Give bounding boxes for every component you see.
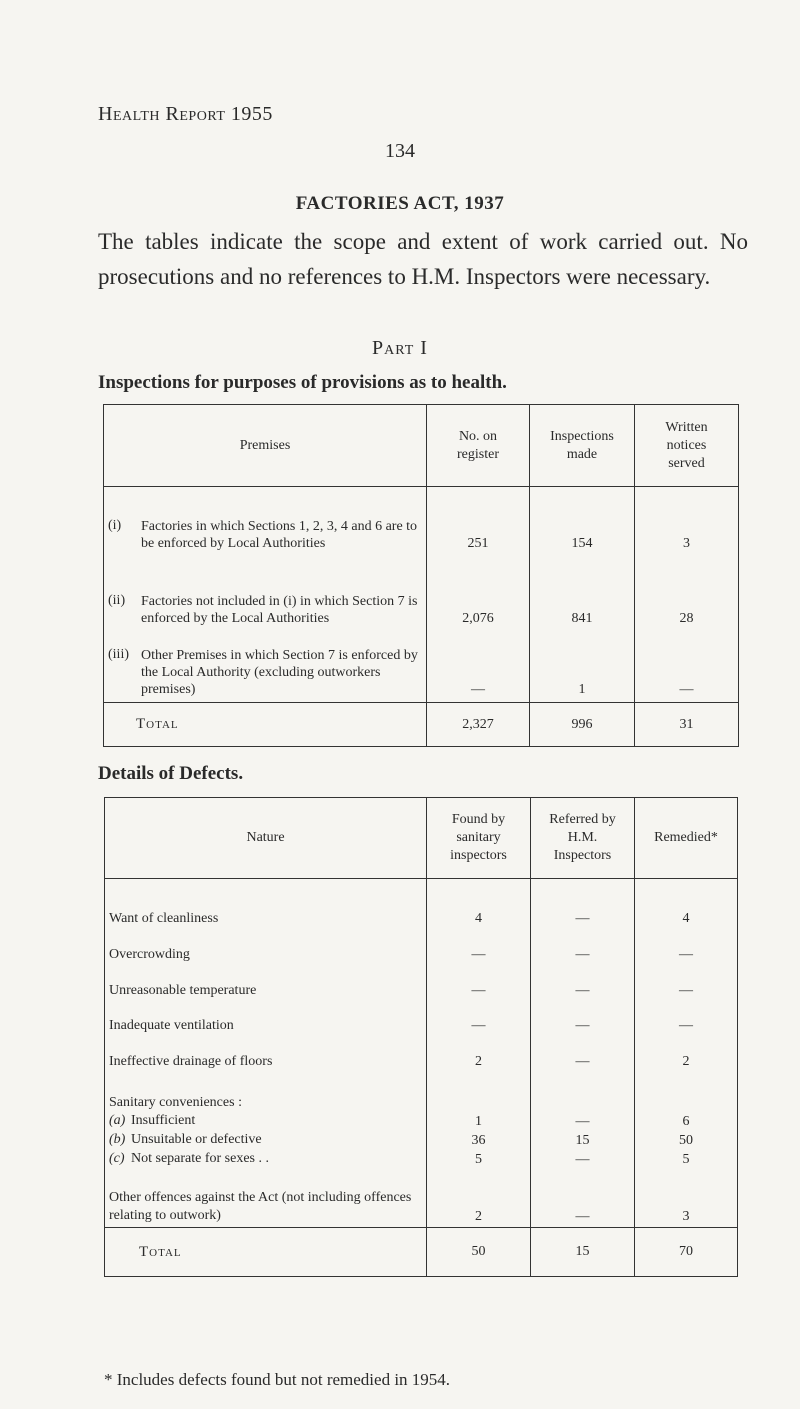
remedied-cell: — [635,963,738,999]
register-total: 2,327 [427,703,530,747]
notices-total: 31 [635,703,739,747]
found-cell: — [427,963,531,999]
row-label: Unsuitable or defective [131,1131,262,1147]
referred-cell: 15 [531,1130,635,1149]
column-header: Found by sanitary inspectors [427,798,531,879]
defects-heading: Details of Defects. [98,763,244,784]
found-cell: — [427,927,531,963]
table-row [105,1149,738,1168]
row-label: Not separate for sexes . . [131,1150,270,1166]
referred-cell: — [531,999,635,1034]
running-title: Health Report 1955 [98,103,273,125]
total-row [105,1228,738,1277]
remedied-cell: 5 [635,1149,738,1168]
remedied-cell: 3 [635,1168,738,1228]
inspections-cell: 154 [530,487,635,552]
referred-cell: — [531,963,635,999]
found-cell: 2 [427,1034,531,1070]
row-label: Want of cleanliness [105,879,427,927]
remedied-cell: 2 [635,1034,738,1070]
notices-cell: 28 [635,552,739,627]
column-header: Remedied* [635,798,738,879]
column-header: Referred by H.M. Inspectors [531,798,635,879]
row-label: Factories in which Sections 1, 2, 3, 4 and 6 are to be enforced by Local Authorities [141,518,418,551]
defects-table [104,797,738,1277]
row-marker: (c) [109,1150,125,1166]
row-label: Insufficient [131,1112,196,1128]
row-label: Ineffective drainage of floors [105,1034,427,1070]
register-cell: 2,076 [427,552,530,627]
register-cell: 251 [427,487,530,552]
row-marker: (a) [109,1112,126,1128]
total-label: Total [136,716,179,732]
notices-cell: — [635,627,739,703]
inspections-table [103,404,739,747]
row-marker: (i) [108,517,122,533]
referred-cell: — [531,927,635,963]
total-row [104,703,739,747]
row-label: Inadequate ventilation [105,999,427,1034]
found-cell: — [427,999,531,1034]
remedied-cell: — [635,999,738,1034]
referred-cell: — [531,1168,635,1228]
table-row [105,963,738,999]
found-cell: 1 [427,1111,531,1130]
table-row [105,999,738,1034]
row-label: Other Premises in which Section 7 is enforced by the Local Authority (excluding outworkers premises) [141,648,418,697]
table-row [105,1034,738,1070]
table-row [105,1070,738,1111]
page-number: 134 [385,140,415,162]
column-header: Inspections made [530,405,635,487]
found-total: 50 [427,1228,531,1277]
row-marker: (b) [109,1131,126,1147]
inspections-cell: 841 [530,552,635,627]
remedied-cell: — [635,927,738,963]
row-label: Other offences against the Act (not including offences relating to outwork) [105,1168,427,1228]
referred-cell: — [531,1111,635,1130]
page-title: FACTORIES ACT, 1937 [295,193,505,214]
found-cell: 2 [427,1168,531,1228]
table-row [104,552,739,627]
table-row [105,1111,738,1130]
part-heading: Part I [372,337,428,359]
row-marker: (iii) [108,647,129,662]
remedied-cell: 4 [635,879,738,927]
row-label: Unreasonable temperature [105,963,427,999]
footnote: * Includes defects found but not remedied in 1954. [104,1370,451,1389]
remedied-cell: 6 [635,1111,738,1130]
row-label: Overcrowding [105,927,427,963]
table-row [105,1168,738,1228]
table-row [105,1130,738,1149]
remedied-cell: 50 [635,1130,738,1149]
referred-total: 15 [531,1228,635,1277]
row-marker: (ii) [108,592,126,608]
register-cell: — [427,627,530,703]
found-cell: 4 [427,879,531,927]
table-row [105,879,738,927]
table-row [104,627,739,703]
found-cell: 5 [427,1149,531,1168]
table-row [104,487,739,552]
notices-cell: 3 [635,487,739,552]
inspections-total: 996 [530,703,635,747]
inspections-cell: 1 [530,627,635,703]
table-row [105,927,738,963]
sanitary-label: Sanitary conveniences : [105,1070,427,1111]
referred-cell: — [531,1034,635,1070]
inspections-heading: Inspections for purposes of provisions as to health. [98,372,507,393]
column-header: Written notices served [635,405,739,487]
intro-paragraph: The tables indicate the scope and extent of work carried out. No prosecutions and no references to H.M. Inspectors were necessary. [98,229,748,289]
found-cell: 36 [427,1130,531,1149]
column-header: No. on register [427,405,530,487]
total-label: Total [139,1243,182,1260]
column-header: Nature [105,798,427,879]
remedied-total: 70 [635,1228,738,1277]
referred-cell: — [531,879,635,927]
column-header: Premises [104,405,427,487]
row-label: Factories not included in (i) in which Section 7 is enforced by the Local Authorities [141,593,418,626]
referred-cell: — [531,1149,635,1168]
